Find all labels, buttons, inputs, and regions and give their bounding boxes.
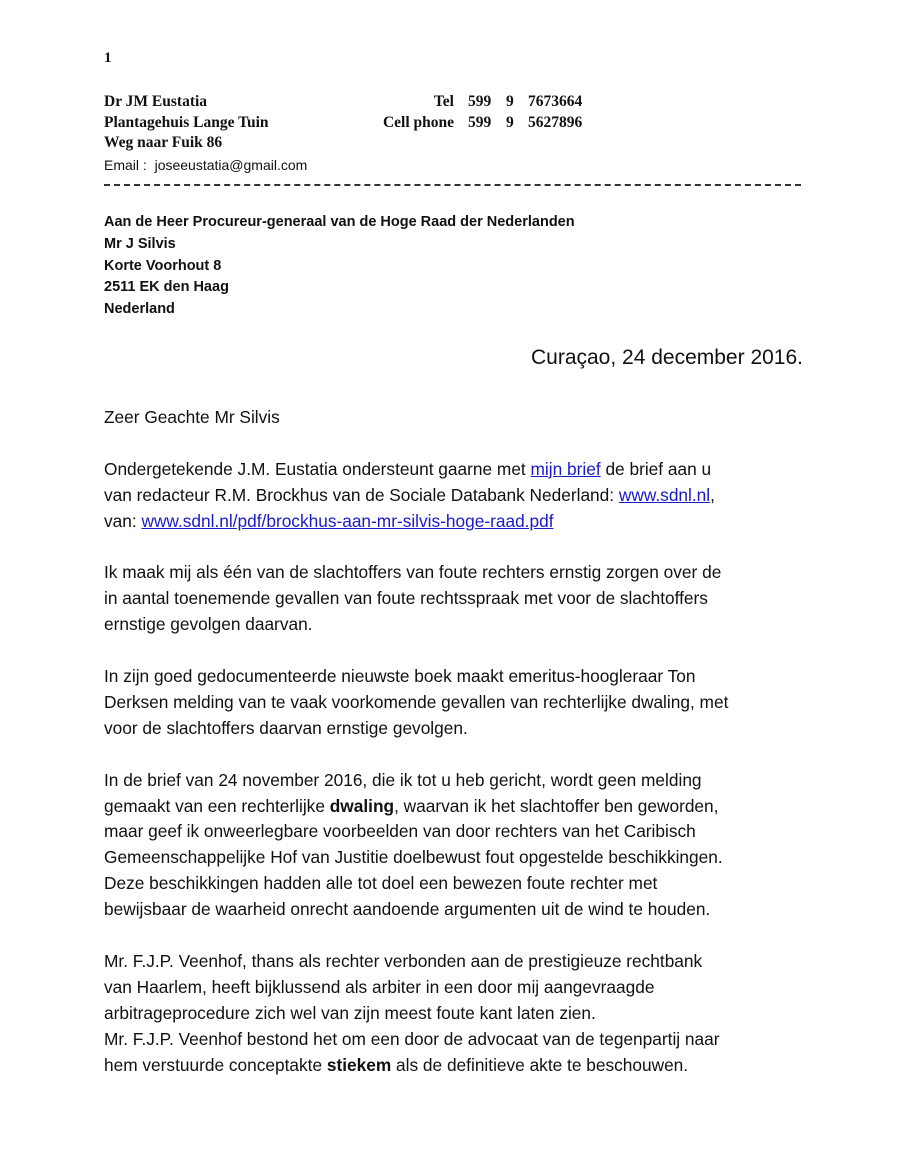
- text: van:: [104, 510, 142, 531]
- mijn-brief-link[interactable]: mijn brief: [530, 458, 601, 479]
- paragraph-3-line: In zijn goed gedocumenteerde nieuwste boek maakt emeritus-hoogleraar Ton: [104, 666, 696, 687]
- paragraph-4-line: bewijsbaar de waarheid onrecht aandoende argumenten uit de wind te houden.: [104, 899, 711, 920]
- text: Ondergetekende J.M. Eustatia ondersteunt gaarne met: [104, 458, 531, 479]
- sender-block: [104, 92, 307, 175]
- paragraph-3-line: voor de slachtoffers daarvan ernstige gevolgen.: [104, 717, 468, 738]
- paragraph-5-line: van Haarlem, heeft bijklussend als arbiter in een door mij aangevraagde: [104, 976, 655, 997]
- email-address: joseeustatia@gmail.com: [154, 156, 308, 173]
- text: de brief aan u: [600, 458, 712, 479]
- cell-number: 5627896: [528, 113, 583, 131]
- paragraph-5-line: [104, 1053, 824, 1079]
- text: hem verstuurde conceptakte: [104, 1054, 327, 1075]
- cell-label: Cell phone: [382, 113, 454, 131]
- sender-name: Dr JM Eustatia: [104, 93, 208, 110]
- recipient-line: Aan de Heer Procureur-generaal van de Hoge Raad der Nederlanden: [104, 214, 575, 230]
- sender-address-line-2: Weg naar Fuik 86: [104, 134, 223, 151]
- sender-email-line: [104, 155, 307, 176]
- recipient-line: 2511 EK den Haag: [104, 279, 229, 296]
- tel-country-code: 599: [468, 93, 492, 110]
- paragraph-4-line: Gemeenschappelijke Hof van Justitie doelbewust fout opgestelde beschikkingen.: [104, 847, 723, 868]
- bold-word: stiekem: [326, 1054, 392, 1075]
- paragraph-2-line: in aantal toenemende gevallen van foute rechtsspraak met voor de slachtoffers: [104, 588, 708, 609]
- paragraph-5-line: Mr. F.J.P. Veenhof, thans als rechter verbonden aan de prestigieuze rechtbank: [104, 950, 703, 971]
- paragraph-4-line: [104, 794, 824, 820]
- paragraph-5-line: arbitrageprocedure zich wel van zijn meest foute kant laten zien.: [104, 1002, 596, 1023]
- paragraph-5: [104, 949, 824, 1079]
- bold-word: dwaling: [329, 795, 395, 816]
- paragraph-3-line: Derksen melding van te vaak voorkomende gevallen van rechterlijke dwaling, met: [104, 691, 729, 712]
- recipient-block: [104, 212, 575, 321]
- paragraph-2: [104, 560, 824, 638]
- sdnl-website-link[interactable]: www.sdnl.nl: [618, 484, 711, 505]
- letter-body: [104, 405, 824, 1104]
- paragraph-1: [104, 457, 824, 535]
- page-number: 1: [104, 50, 112, 66]
- sender-address-line-1: Plantagehuis Lange Tuin: [104, 113, 269, 131]
- tel-label: Tel: [433, 93, 454, 110]
- tel-row: [360, 92, 592, 113]
- salutation: [104, 405, 824, 431]
- recipient-line: Mr J Silvis: [104, 235, 176, 252]
- date-line: Curaçao, 24 december 2016.: [530, 346, 803, 369]
- cell-country-code: 599: [468, 113, 492, 131]
- text: als de definitieve akte te beschouwen.: [391, 1054, 689, 1075]
- paragraph-1-line-3: [104, 509, 824, 535]
- recipient-line: Nederland: [104, 301, 175, 318]
- text: gemaakt van een rechterlijke: [104, 795, 330, 816]
- text: van redacteur R.M. Brockhus van de Sociale Databank Nederland:: [104, 484, 619, 505]
- dashed-divider: [104, 184, 801, 186]
- paragraph-3: [104, 664, 824, 742]
- paragraph-4-line: maar geef ik onweerlegbare voorbeelden van door rechters van het Caribisch: [104, 821, 696, 842]
- salutation-text: Zeer Geachte Mr Silvis: [104, 407, 280, 427]
- recipient-line: Korte Voorhout 8: [104, 257, 222, 274]
- contact-block: [360, 92, 592, 133]
- brockhus-pdf-link[interactable]: www.sdnl.nl/pdf/brockhus-aan-mr-silvis-hoge-raad.pdf: [141, 510, 554, 531]
- paragraph-1-line-1: [104, 457, 824, 483]
- paragraph-2-line: ernstige gevolgen daarvan.: [104, 614, 313, 635]
- text: ,: [710, 484, 715, 505]
- paragraph-1-line-2: [104, 483, 824, 509]
- tel-area-code: 9: [506, 93, 514, 110]
- text: , waarvan ik het slachtoffer ben geworden,: [394, 795, 719, 816]
- paragraph-4-line: Deze beschikkingen hadden alle tot doel een bewezen foute rechter met: [104, 873, 658, 894]
- paragraph-2-line: Ik maak mij als één van de slachtoffers van foute rechters ernstig zorgen over de: [104, 562, 722, 583]
- paragraph-4-line: In de brief van 24 november 2016, die ik tot u heb gericht, wordt geen melding: [104, 769, 702, 790]
- email-label: Email :: [104, 156, 147, 173]
- tel-number: 7673664: [528, 93, 583, 110]
- paragraph-4: [104, 768, 824, 923]
- paragraph-5-line: Mr. F.J.P. Veenhof bestond het om een door de advocaat van de tegenpartij naar: [104, 1028, 720, 1049]
- cell-area-code: 9: [506, 113, 514, 131]
- cell-row: [360, 113, 592, 134]
